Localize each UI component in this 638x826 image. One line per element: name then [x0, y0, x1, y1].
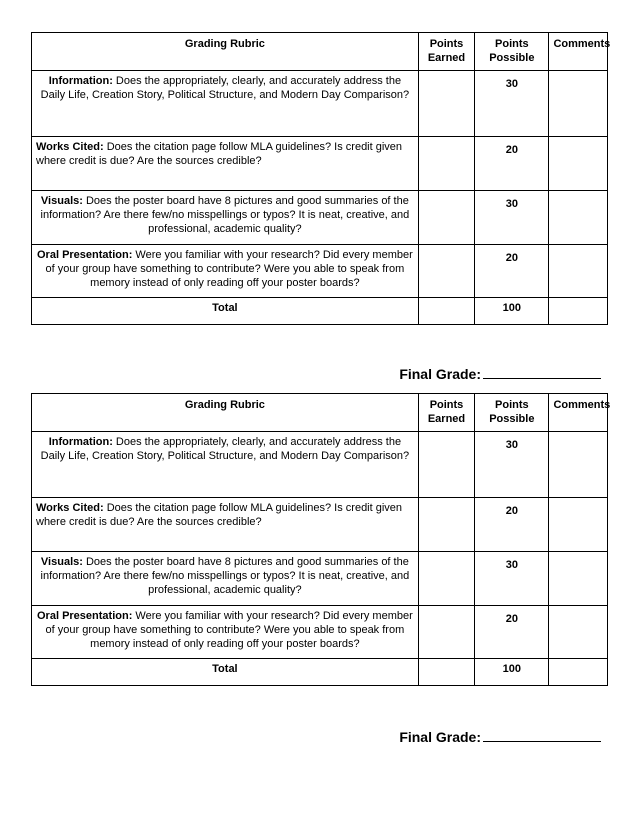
rubric-row-visuals [32, 552, 608, 606]
rubric-row-total [32, 659, 608, 686]
final-grade-blank[interactable] [483, 727, 601, 742]
final-grade-label: Final Grade: [399, 729, 481, 745]
points-earned-cell[interactable] [418, 71, 474, 137]
criterion-label: Works Cited: [36, 141, 104, 153]
points-earned-cell[interactable] [418, 606, 474, 659]
rubric-row-visuals [32, 191, 608, 245]
criterion-label: Visuals: [40, 556, 83, 568]
points-possible-cell: 30 [475, 71, 549, 137]
header-grading-rubric: Grading Rubric [32, 394, 419, 432]
header-points-possible: Points Possible [475, 33, 549, 71]
rubric-row-information [32, 432, 608, 498]
rubric-row-total [32, 298, 608, 325]
criterion-works-cited [32, 498, 419, 552]
rubric-row-works-cited [32, 498, 608, 552]
criterion-information [32, 71, 419, 137]
points-possible-cell: 30 [475, 432, 549, 498]
points-possible-cell: 30 [475, 552, 549, 606]
comments-cell[interactable] [549, 552, 608, 606]
header-points-possible: Points Possible [475, 394, 549, 432]
final-grade-label: Final Grade: [399, 366, 481, 382]
rubric-row-information [32, 71, 608, 137]
header-points-earned: Points Earned [418, 33, 474, 71]
total-label: Total [32, 659, 419, 686]
points-earned-cell[interactable] [418, 432, 474, 498]
criterion-text: Does the citation page follow MLA guidelines? Is credit given where credit is due? Are the sources credible? [36, 141, 403, 167]
rubric-header-row [32, 33, 608, 71]
grading-rubric-table-2 [31, 393, 611, 686]
criterion-oral-presentation [32, 245, 419, 298]
header-comments: Comments [549, 394, 608, 432]
criterion-label: Oral Presentation: [37, 610, 133, 622]
points-possible-cell: 20 [475, 245, 549, 298]
comments-cell[interactable] [549, 191, 608, 245]
criterion-text: Does the poster board have 8 pictures and good summaries of the information? Are there few/no misspellings or typos? It is neat, creative, and professional, academic quality? [40, 556, 410, 596]
criterion-label: Oral Presentation: [37, 249, 133, 261]
rubric-row-oral-presentation [32, 606, 608, 659]
total-label: Total [32, 298, 419, 325]
header-points-earned: Points Earned [418, 394, 474, 432]
total-points-possible: 100 [475, 659, 549, 686]
points-possible-cell: 20 [475, 606, 549, 659]
final-grade-line-1 [399, 364, 601, 383]
points-earned-cell[interactable] [418, 137, 474, 191]
criterion-works-cited [32, 137, 419, 191]
criterion-visuals [32, 191, 419, 245]
points-possible-cell: 20 [475, 137, 549, 191]
final-grade-line-2 [399, 727, 601, 746]
final-grade-blank[interactable] [483, 364, 601, 379]
points-possible-cell: 20 [475, 498, 549, 552]
points-earned-cell[interactable] [418, 191, 474, 245]
criterion-text: Were you familiar with your research? Did every member of your group have something to contribute? Were you able to speak from memory instead of only reading off your poster boards? [45, 610, 413, 650]
rubric-row-works-cited [32, 137, 608, 191]
criterion-label: Information: [48, 436, 113, 448]
total-earned-cell[interactable] [418, 298, 474, 325]
header-comments: Comments [549, 33, 608, 71]
criterion-text: Does the appropriately, clearly, and accurately address the Daily Life, Creation Story, Political Structure, and Modern Day Comparison? [40, 75, 410, 101]
criterion-visuals [32, 552, 419, 606]
total-comments-cell[interactable] [549, 298, 608, 325]
criterion-label: Works Cited: [36, 502, 104, 514]
comments-cell[interactable] [549, 432, 608, 498]
grading-rubric-table-1 [31, 32, 611, 325]
criterion-label: Visuals: [40, 195, 83, 207]
comments-cell[interactable] [549, 71, 608, 137]
comments-cell[interactable] [549, 606, 608, 659]
total-earned-cell[interactable] [418, 659, 474, 686]
points-possible-cell: 30 [475, 191, 549, 245]
criterion-text: Does the poster board have 8 pictures and good summaries of the information? Are there few/no misspellings or typos? It is neat, creative, and professional, academic quality? [40, 195, 410, 235]
criterion-text: Does the citation page follow MLA guidelines? Is credit given where credit is due? Are the sources credible? [36, 502, 403, 528]
total-comments-cell[interactable] [549, 659, 608, 686]
comments-cell[interactable] [549, 245, 608, 298]
points-earned-cell[interactable] [418, 245, 474, 298]
rubric-row-oral-presentation [32, 245, 608, 298]
criterion-text: Were you familiar with your research? Did every member of your group have something to contribute? Were you able to speak from memory instead of only reading off your poster boards? [45, 249, 413, 289]
criterion-information [32, 432, 419, 498]
rubric-header-row [32, 394, 608, 432]
comments-cell[interactable] [549, 498, 608, 552]
total-points-possible: 100 [475, 298, 549, 325]
points-earned-cell[interactable] [418, 498, 474, 552]
criterion-text: Does the appropriately, clearly, and accurately address the Daily Life, Creation Story, Political Structure, and Modern Day Comparison? [40, 436, 410, 462]
criterion-oral-presentation [32, 606, 419, 659]
criterion-label: Information: [48, 75, 113, 87]
header-grading-rubric: Grading Rubric [32, 33, 419, 71]
points-earned-cell[interactable] [418, 552, 474, 606]
comments-cell[interactable] [549, 137, 608, 191]
